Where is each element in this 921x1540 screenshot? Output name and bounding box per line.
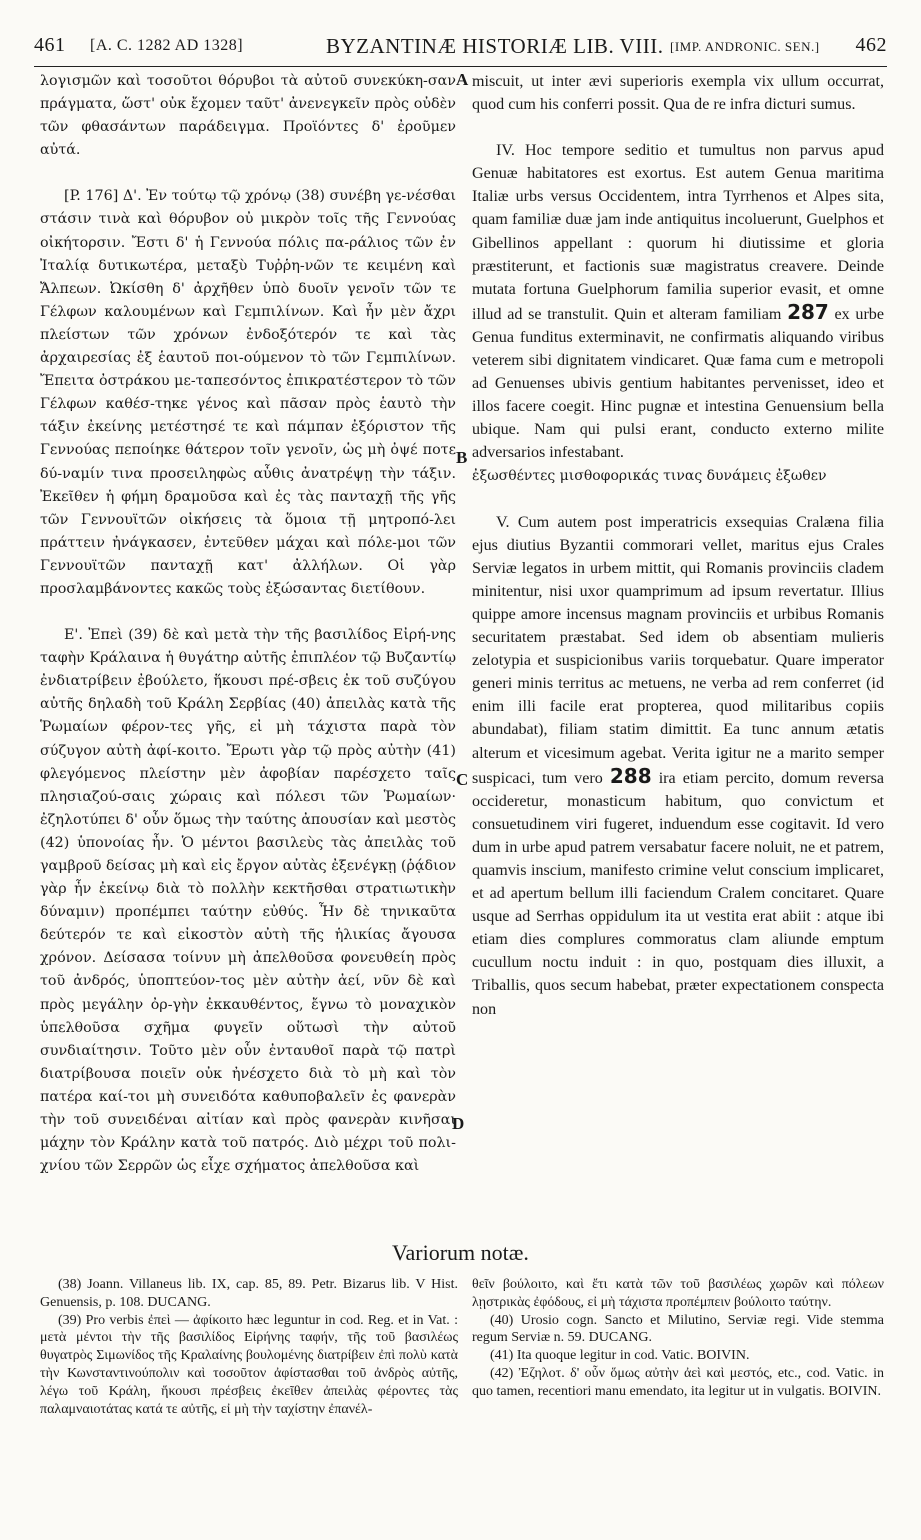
greek-paragraph: λογισμῶν καὶ τοσοῦτοι θόρυβοι τὰ αὐτοῦ συνεκύκη-σαν πράγματα, ὥστ' οὐκ ἔχομεν ταῦτ' ἀνενεγκεῖν πρὸς οὐδὲν τῶν φθασάντων παράδειγμα. Προϊόντες δ' ἐροῦμεν αὐτά.: [40, 73, 456, 159]
running-title: BYZANTINÆ HISTORIÆ LIB. VIII.: [326, 34, 664, 58]
latin-paragraph: [472, 511, 884, 1021]
page-number-left: 461: [34, 34, 66, 56]
footnote: (38) Joann. Villaneus lib. IX, cap. 85, 89. Petr. Bizarus lib. V Hist. Genuensis, p. 108. DUCANG.: [40, 1277, 458, 1310]
footnote: (40) Urosio cogn. Sancto et Milutino, Serviæ regi. Vide stemma regum Serviæ n. 59. DUCANG.: [472, 1312, 884, 1346]
notes-left-column: [40, 1276, 458, 1418]
latin-paragraph: miscuit, ut inter ævi superioris exempla vix ullum occurrat, quod cum his conferri possit. Qua de re infra dicturi sumus.: [472, 73, 884, 114]
running-header: [34, 30, 887, 67]
greek-paragraph: Ε'. Ἐπεὶ (39) δὲ καὶ μετὰ τὴν τῆς βασιλίδος Εἰρή-νης ταφὴν Κράλαινα ἡ θυγάτηρ αὐτῆς ἐπιπλέον τῷ Βυζαντίῳ ἐνδιατρίβειν ἐβούλετο, ἥκουσι πρέ-σβεις ἐκ τοῦ συζύγου αὐτῆς δηλαδὴ τοῦ Κράλη Σερβίας (40) ἀπειλὰς κατὰ τῆς Ῥωμαίων φέρον-τες γῆς, εἰ μὴ τάχιστα παρὰ τὸν σύζυγον αὐτὴ ἀφί-κοιτο. Ἔρωτι γὰρ τῷ πρὸς αὐτὴν (41) φλεγόμενος πλείστην μὲν ἀφοβίαν παρέσχετο ταῖς πλησιαζού-σαις χώραις καὶ πόλεσι τῶν Ῥωμαίων· ἐζηλοτύπει δ' οὖν ὅμως τὴν ταύτης ἀπουσίαν καὶ μεστὸς (42) ὑπονοίας ἦν. Ὁ μέντοι βασιλεὺς τὰς ἀπειλὰς τοῦ γαμβροῦ δείσας μὴ καὶ εἰς ἔργον αὐτὰς ἐξενέγκῃ (ῥᾴδιον γὰρ ἦν ἐκείνῳ διὰ τὸ πολλὴν κεκτῆσθαι στρατιωτικὴν δύναμιν) προπέμπει ταύτην εὐθύς. Ἦν δὲ τηνικαῦτα δεύτερόν τε καὶ εἰκοστὸν αὐτὴ τῆς ἡλικίας ἄγουσα χρόνον. Δείσασα τοίνυν μὴ ἀπελθοῦσα φονευθείη πρὸς τοῦ ἀνδρός, ὑποπτεύον-τος μὲν αὐτὴν ἀεί, νῦν δὲ καὶ πρὸς μεγάλην ὀρ-γὴν ἐκκαυθέντος, ἔγνω τὸ μοναχικὸν ὑπελθοῦσα σχῆμα φυγεῖν οὕτωσὶ τὴν αὐτοῦ συνδιαίτησιν. Τοῦτο μὲν οὖν ἐνταυθοῖ παρὰ τῷ πατρὶ διατρίβουσα ποιεῖν οὐκ ἠνέσχετο διὰ τὸ μὴ καὶ τὸν πατέρα καί-τοι μὴ συνειδότα καθυποβαλεῖν ἐς φανερὰν τὴν τοῦ συνειδέναι αἰτίαν καὶ πρὸς φανερὰν κινῆσαι μάχην τὸν Κράλην κατὰ τοῦ πατρός. Διὸ μέχρι τοῦ πολι-χνίου τῶν Σερρῶν ὡς εἶχε σχήματος ἀπελθοῦσα καὶ: [40, 627, 457, 1175]
margin-letter-d: D: [452, 1114, 465, 1133]
margin-letter-b: B: [456, 448, 468, 467]
footnote: (41) Ita quoque legitur in cod. Vatic. BOIVIN.: [490, 1348, 750, 1364]
greek-continuation: ἐξωσθέντες μισθοφορικάς τινας δυνάμεις ἐξωθεν: [472, 467, 827, 484]
greek-column: [40, 70, 456, 1178]
latin-column: [472, 70, 884, 1021]
latin-text: ex urbe Genua funditus exterminavit, ne confirmatis aliquando viribus veterem sibi dignitatem vindicaret. Quæ fama cum e metropoli ad Genuenses ubivis gentium habitantes pervenisset, ideo et illos facere coegit. Hinc pugnæ et intestina Genuensium bella ubique. Nam qui pulsi erant, conducto externo milite adversarios infestabant.: [472, 305, 884, 462]
latin-text: ira etiam percito, domum reversa occideretur, monasticum habitum, quo convictum et consuetudinem viri fugeret, induendum esse cogitavit. Id vero dum in urbe apud patrem versabatur facere noluit, ne et patrem, quamvis inscium, manifesto crimine velut conscium implicaret, et ad apertum bellum illi faciendum Cralem concitaret. Quare usque ad Serrhas oppidulum ita ut vestita erat abiit : atque ibi etiam dies complures commoratus clam aliunde emptum cucullum noctu induit : in quo, postquam dies illuxit, a Triballis, quos secum habebat, præter expectationem conspecta non: [472, 769, 885, 1018]
page-marker: 288: [609, 763, 652, 788]
footnote: (42) Ἐζηλοτ. δ' οὖν ὅμως αὐτὴν ἀεὶ καὶ μεστός, etc., cod. Vatic. in quo tamen, recentiori manu emendato, ita legitur ut in vulgatis. BOIVIN.: [472, 1365, 884, 1399]
emperor-label: [IMP. ANDRONIC. SEN.]: [670, 39, 820, 54]
footnote-continuation: θεῖν βούλοιτο, καὶ ἔτι κατὰ τῶν τοῦ βασιλέως χωρῶν καὶ πόλεων λῃστρικὰς ἐφόδους, εἰ μὴ τάχιστα προπέμπειν βούλοιτο ταύτην.: [472, 1277, 884, 1310]
page-number-right: 462: [855, 34, 887, 56]
latin-text: IV. Hoc tempore seditio et tumultus non parvus apud Genuæ habitatores est exortus. Est autem Genua maritima Italiæ urbs versus Occidentem, intra Tyrrhenos et Alpes sita, quam familiæ duæ jam inde antiquitus incoluerunt, Guelphos et Gibellinos appellant : quorum hi diutissime et gloria præstiterunt, et factionis suæ magistratus creavere. Deinde mutata fortuna Guelphorum familia superior evasit, et omne illud ad se transtulit. Quin et alteram familiam: [472, 142, 884, 323]
page-marker: 287: [787, 299, 829, 324]
greek-paragraph: [P. 176] Δ'. Ἐν τούτῳ τῷ χρόνῳ (38) συνέβη γε-νέσθαι στάσιν τινὰ καὶ θόρυβον οὐ μικρὸν τοῖς τῆς Γεννούας οἰκήτορσιν. Ἔστι δ' ἡ Γεννούα πόλις πα-ράλιος τῶν ἐν Ἰταλίᾳ δυτικωτέρα, μεταξὺ Τυῤῥη-νῶν τε κειμένη καὶ Ἄλπεων. Ὠκίσθη δ' ἀρχῆθεν ὑπὸ δυοῖν γενοῖν τῶν τε Γέλφων καλουμένων καὶ Γεμπιλίνων. Καὶ ἦν μὲν ἄχρι πλείστων τῶν χρόνων ἐνδοξότερόν τε καὶ τὰς ἀρχαιρεσίας ἐξ ἑαυτοῦ ποι-ούμενον τὸ τῶν Γεμπιλίνων. Ἔπειτα ὀστράκου με-ταπεσόντος ἐπικρατέστερον τὸ τῶν Γέλφων καθέσ-τηκε γένος καὶ πᾶσαν πρὸς ἑαυτὸ τὴν τάξιν ἐκείνης μετέστησέ τε καὶ πάμπαν ἐξόριστον τῆς Γεννούας πεποίηκε θάτερον τοῖν γενοῖν, ὡς μὴ ὀψέ ποτε δύ-ναμίν τινα προσειληφὼς αὖθις ἀνατρέψῃ τὴν τάξιν. Ἐκεῖθεν ἡ φήμη δραμοῦσα καὶ ἐς τὰς πανταχῇ τῆς γῆς τῶν Γεννουϊτῶν οἰκήσεις τὰ ὅμοια τῇ μητροπό-λει πράττειν ἠνάγκασεν, ἐντεῦθεν μάχαι καὶ πόλε-μοι τῶν Γεννουϊτῶν πανταχῇ κατ' ἀλλήλων. Οἱ γὰρ προσλαμβάνοντες κακῶς τοὺς ἐξώσαντας διετίθουν.: [40, 188, 456, 597]
footnote: (39) Pro verbis ἐπεὶ — ἀφίκοιτο hæc leguntur in cod. Reg. et in Vat. : μετὰ μέντοι τὴν τῆς βασιλίδος Εἰρήνης ταφήν, τῆς τοῦ βασιλέως θυγατρὸς Σιμωνίδος τῆς Κραλαίνης βουλομένης διατρίβειν ἐπὶ πολὺ κατὰ τὴν Κωνσταντινούπολιν καὶ τοσοῦτον ἀφίστασθαι τοῦ ἀνδρὸς αὐτῆς, λέγω τοῦ Κράλη, ἥκουσι πρέσβεις ἐκεῖθεν ἀπειλὰς φέροντες τὰς παλαμναιοτάτας κατά τε αὐτῆς, εἰ μὴ τὴν ταχίστην ἐπανέλ-: [40, 1312, 458, 1417]
margin-letter-c: C: [456, 770, 469, 789]
notes-right-column: [472, 1276, 884, 1401]
latin-text: V. Cum autem post imperatricis exsequias Cralæna filia ejus diutius Byzantii commorari vellet, maritus ejus Crales Serviæ legatos in urbem mittit, qui Romanis provinciis cladem minitentur, nisi uxor quamprimum ad ipsum revertatur. Illius quippe amore incensus magnam provinciis et urbibus Romanis securitatem præstabat. Sed idem ob absentiam mulieris zelotypia et suspicionibus variis torquebatur. Quare imperator generi minis territus ac metuens, ne verba ad rem conferret (id enim illi facile erat propterea, quod militaribus copiis abundabat), filiam statim dimittit. Ea tunc annum ætatis alterum et vicesimum agebat. Verita igitur ne a marito semper suspicaci, tum vero: [472, 513, 884, 787]
date-range: [A. C. 1282 AD 1328]: [90, 37, 244, 54]
latin-paragraph: [472, 139, 884, 464]
margin-letter-a: A: [456, 70, 469, 89]
notes-heading: Variorum notæ.: [392, 1240, 529, 1265]
